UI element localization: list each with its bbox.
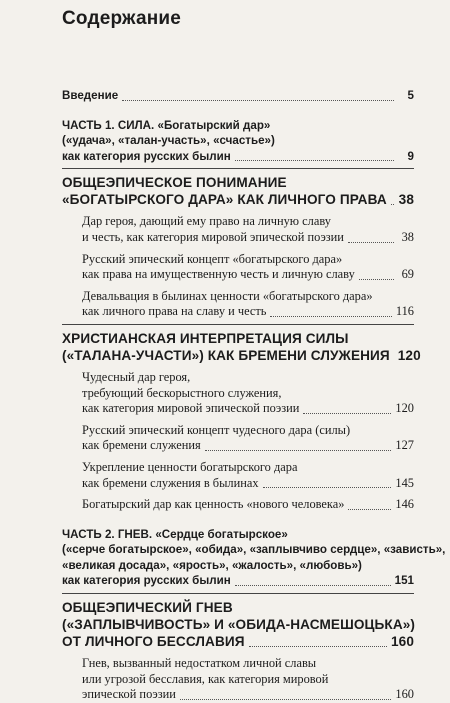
toc-entry-section[interactable] — [62, 252, 414, 283]
toc-entry-text: как категория русских былин — [62, 149, 231, 163]
toc-entry-introduction[interactable] — [62, 88, 414, 104]
page-number: 145 — [395, 475, 414, 490]
toc-entry-text: Девальвация в былинах ценности «богатырского дара» — [82, 288, 373, 303]
page-number: 160 — [395, 687, 414, 702]
toc-entry-text: «БОГАТЫРСКОГО ДАРА» КАК ЛИЧНОГО ПРАВА — [62, 192, 387, 208]
toc-entry-section[interactable] — [62, 460, 414, 491]
toc-entry-chapter[interactable] — [62, 330, 421, 364]
toc-entry-text: ХРИСТИАНСКАЯ ИНТЕРПРЕТАЦИЯ СИЛЫ — [62, 330, 349, 346]
toc-entry-section[interactable] — [62, 214, 414, 245]
section-divider — [62, 168, 414, 169]
page-number: 127 — [395, 438, 414, 453]
dot-leader — [348, 241, 394, 243]
toc-entry-chapter[interactable] — [62, 599, 414, 650]
toc-entry-text: как личного права на славу и честь — [82, 304, 267, 319]
section-divider — [62, 324, 414, 325]
page-number: 151 — [394, 574, 414, 588]
toc-entry-text: требующий бескорыстного служения, — [82, 385, 282, 400]
page-number: 120 — [397, 347, 421, 363]
page-number: 9 — [407, 149, 414, 163]
page-number: 38 — [401, 229, 414, 244]
toc-entry-text: («удача», «талан-участь», «счастье») — [62, 134, 275, 148]
section-divider — [62, 593, 414, 594]
dot-leader — [205, 449, 392, 451]
dot-leader — [270, 315, 391, 317]
toc-entry-text: как бремени служения — [82, 438, 201, 453]
toc-entry-text: Введение — [62, 89, 119, 102]
toc-entry-text: Чудесный дар героя, — [82, 369, 191, 384]
dot-leader — [359, 278, 394, 280]
page-number: 116 — [395, 304, 414, 319]
toc-entry-text: ОБЩЕЭПИЧЕСКОЕ ПОНИМАНИЕ — [62, 175, 287, 191]
toc-entry-part-1[interactable] — [62, 118, 414, 165]
page-title: Содержание — [62, 8, 182, 29]
toc-entry-text: как права на имущественную честь и личную славу — [82, 267, 355, 282]
toc-entry-text: Русский эпический концепт «богатырского дара» — [82, 251, 343, 266]
dot-leader — [180, 698, 392, 700]
toc-entry-text: («ТАЛАНА-УЧАСТИ») КАК БРЕМЕНИ СЛУЖЕНИЯ — [62, 347, 390, 363]
toc-entry-text: («ЗАПЛЫВЧИВОСТЬ» И «ОБИДА-НАСМЕШОЦЬКА») — [62, 617, 416, 633]
toc-entry-part-2[interactable] — [62, 527, 446, 589]
dot-leader — [235, 584, 391, 586]
toc-entry-text: «великая досада», «ярость», «жалость», «любовь») — [62, 558, 362, 572]
toc-entry-text: Гнев, вызванный недостатком личной славы — [82, 656, 317, 671]
dot-leader — [249, 645, 387, 647]
dot-leader — [303, 412, 391, 414]
toc-entry-section[interactable] — [62, 656, 414, 703]
toc-entry-text: ЧАСТЬ 1. СИЛА. «Богатырский дар» — [62, 118, 271, 132]
toc-entry-text: ОБЩЕЭПИЧЕСКИЙ ГНЕВ — [62, 600, 233, 616]
dot-leader — [263, 486, 392, 488]
dot-leader — [391, 203, 394, 205]
toc-entry-text: эпической поэзии — [82, 687, 176, 702]
toc-entry-section[interactable] — [62, 289, 414, 320]
toc-entry-text: Укрепление ценности богатырского дара — [82, 459, 298, 474]
dot-leader — [235, 159, 394, 161]
toc-entry-chapter[interactable] — [62, 174, 414, 208]
page-number: 160 — [391, 634, 414, 650]
page-number: 120 — [395, 401, 414, 416]
toc-entry-text: как бремени служения в былинах — [82, 475, 259, 490]
table-of-contents — [62, 88, 446, 703]
page-number: 38 — [398, 192, 414, 208]
toc-entry-section[interactable] — [62, 423, 414, 454]
toc-entry-text: ЧАСТЬ 2. ГНЕВ. «Сердце богатырское» — [62, 527, 288, 541]
toc-entry-text: Русский эпический концепт чудесного дара (силы) — [82, 422, 351, 437]
toc-entry-text: ОТ ЛИЧНОГО БЕССЛАВИЯ — [62, 634, 245, 650]
toc-entry-text: Богатырский дар как ценность «нового человека» — [82, 497, 345, 512]
dot-leader — [348, 508, 391, 510]
page-number: 5 — [407, 89, 414, 102]
toc-entry-text: («серче богатырское», «обида», «заплывчиво сердце», «зависть», — [62, 543, 446, 557]
toc-entry-text: Дар героя, дающий ему право на личную славу — [82, 214, 331, 229]
toc-entry-text: и честь, как категория мировой эпической поэзии — [82, 229, 344, 244]
toc-entry-section[interactable] — [62, 370, 414, 417]
toc-entry-text: или угрозой бесславия, как категория мировой — [82, 671, 329, 686]
page-number: 146 — [395, 497, 414, 512]
toc-entry-text: как категория мировой эпической поэзии — [82, 401, 300, 416]
toc-entry-section[interactable] — [62, 497, 414, 513]
toc-entry-text: как категория русских былин — [62, 574, 231, 588]
page-number: 69 — [401, 267, 414, 282]
dot-leader — [122, 99, 394, 101]
